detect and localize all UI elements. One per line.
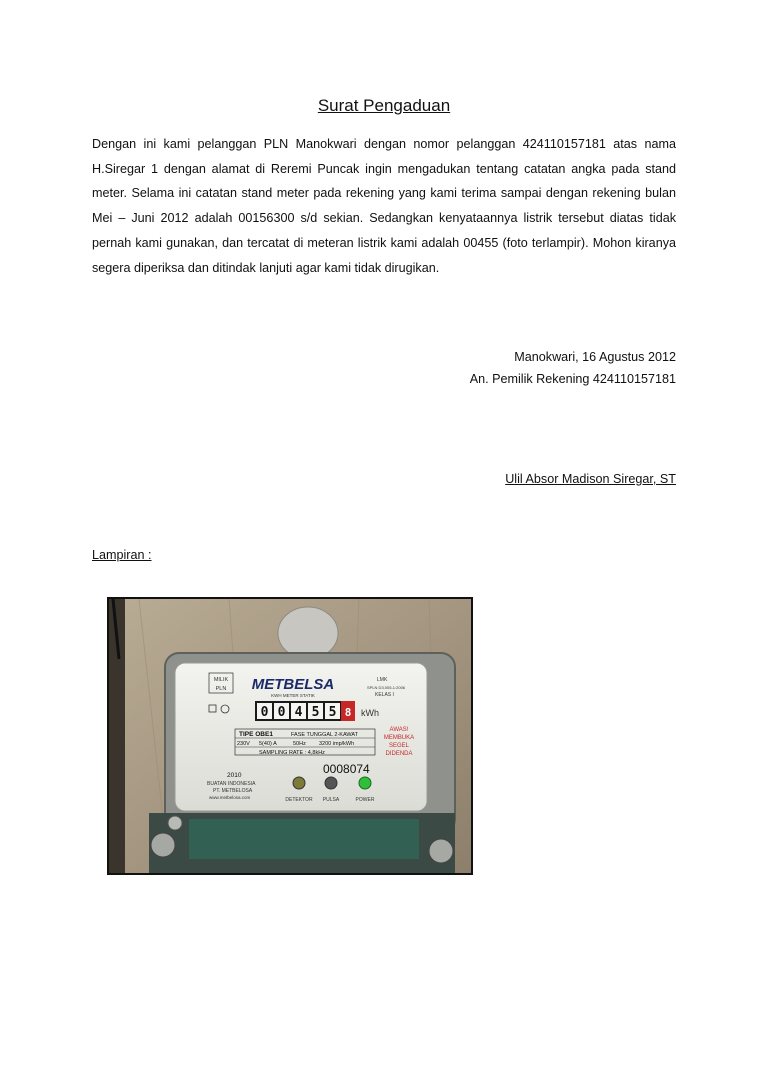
meter-illustration — [109, 599, 471, 873]
year-label: 2010 — [227, 772, 242, 779]
screw-left-icon — [151, 833, 175, 857]
cert-spln: SPLN D3.005-1:2006 — [367, 685, 406, 690]
screw-top-left-icon — [168, 816, 182, 830]
screw-right-icon — [429, 839, 453, 863]
cert-lmk: LMK — [377, 677, 388, 683]
type-label: TIPE OBE1 — [239, 731, 273, 738]
meter-photo — [107, 597, 473, 875]
warning-line-1: AWAS! — [389, 727, 409, 733]
frequency-label: 50Hz — [293, 741, 306, 747]
voltage-label: 230V — [237, 741, 250, 747]
register-digits — [257, 703, 340, 720]
register-digit-1: 0 — [260, 705, 269, 720]
signer-name: Ulil Absor Madison Siregar, ST — [505, 472, 676, 486]
maker-line-2: PT. METBELOSA — [213, 788, 253, 794]
serial-number: 0008074 — [323, 762, 370, 776]
class-label: KELAS I — [375, 692, 394, 698]
meter-subtitle: KWH METER STATIK — [271, 693, 315, 698]
meter-terminal-cover — [189, 819, 419, 859]
register-digit-3: 4 — [294, 705, 303, 720]
unit-label: kWh — [361, 708, 379, 718]
owner-label-1: MILIK — [213, 677, 229, 683]
meter-hanger — [278, 607, 338, 659]
warning-line-4: DIDENDA — [385, 751, 413, 757]
owner-label-2: PLN — [215, 686, 227, 692]
current-label: 5(40) A — [259, 741, 277, 747]
detector-led-icon — [293, 777, 305, 789]
pulse-led-icon — [325, 777, 337, 789]
maker-website: www.metbelosa.com — [209, 795, 251, 800]
place-date: Manokwari, 16 Agustus 2012 — [514, 350, 676, 364]
led-label-pulse: PULSA — [322, 797, 340, 803]
register-decimal-digit: 8 — [344, 706, 352, 719]
phase-label: FASE TUNGGAL 2-KAWAT — [291, 732, 359, 738]
impulse-label: 3200 imp/kWh — [319, 741, 355, 747]
attachment-label: Lampiran : — [92, 548, 152, 562]
led-label-detector: DETEKTOR — [285, 797, 313, 803]
register-digit-5: 5 — [328, 705, 337, 720]
account-holder: An. Pemilik Rekening 424110157181 — [469, 372, 676, 386]
warning-line-3: SEGEL — [388, 743, 410, 749]
warning-line-2: MEMBUKA — [383, 735, 415, 741]
meter-brand: METBELSA — [251, 676, 335, 693]
register-digit-2: 0 — [277, 705, 286, 720]
power-led-icon — [359, 777, 371, 789]
register-digit-4: 5 — [311, 705, 320, 720]
led-label-power: POWER — [355, 797, 375, 803]
sampling-label: SAMPLING RATE : 4,8kHz — [259, 750, 325, 756]
letter-title: Surat Pengaduan — [317, 96, 451, 115]
letter-body: Dengan ini kami pelanggan PLN Manokwari dengan nomor pelanggan 424110157181 atas nama H.Siregar 1 dengan alamat di Reremi Puncak ingin mengadukan tentang catatan angka pada stand meter. Selama ini catatan stand meter pada rekening yang kami terima sampai dengan rekening bulan Mei – Juni 2012 adalah 00156300 s/d sekian. Sedangkan kenyataannya listrik tersebut diatas tidak pernah kami gunakan, dan tercatat di meteran listrik kami adalah 00455 (foto terlampir). Mohon kiranya segera diperiksa dan ditindak lanjuti agar kami tidak dirugikan. — [92, 137, 676, 275]
maker-line-1: BUATAN INDONESIA — [207, 781, 256, 787]
